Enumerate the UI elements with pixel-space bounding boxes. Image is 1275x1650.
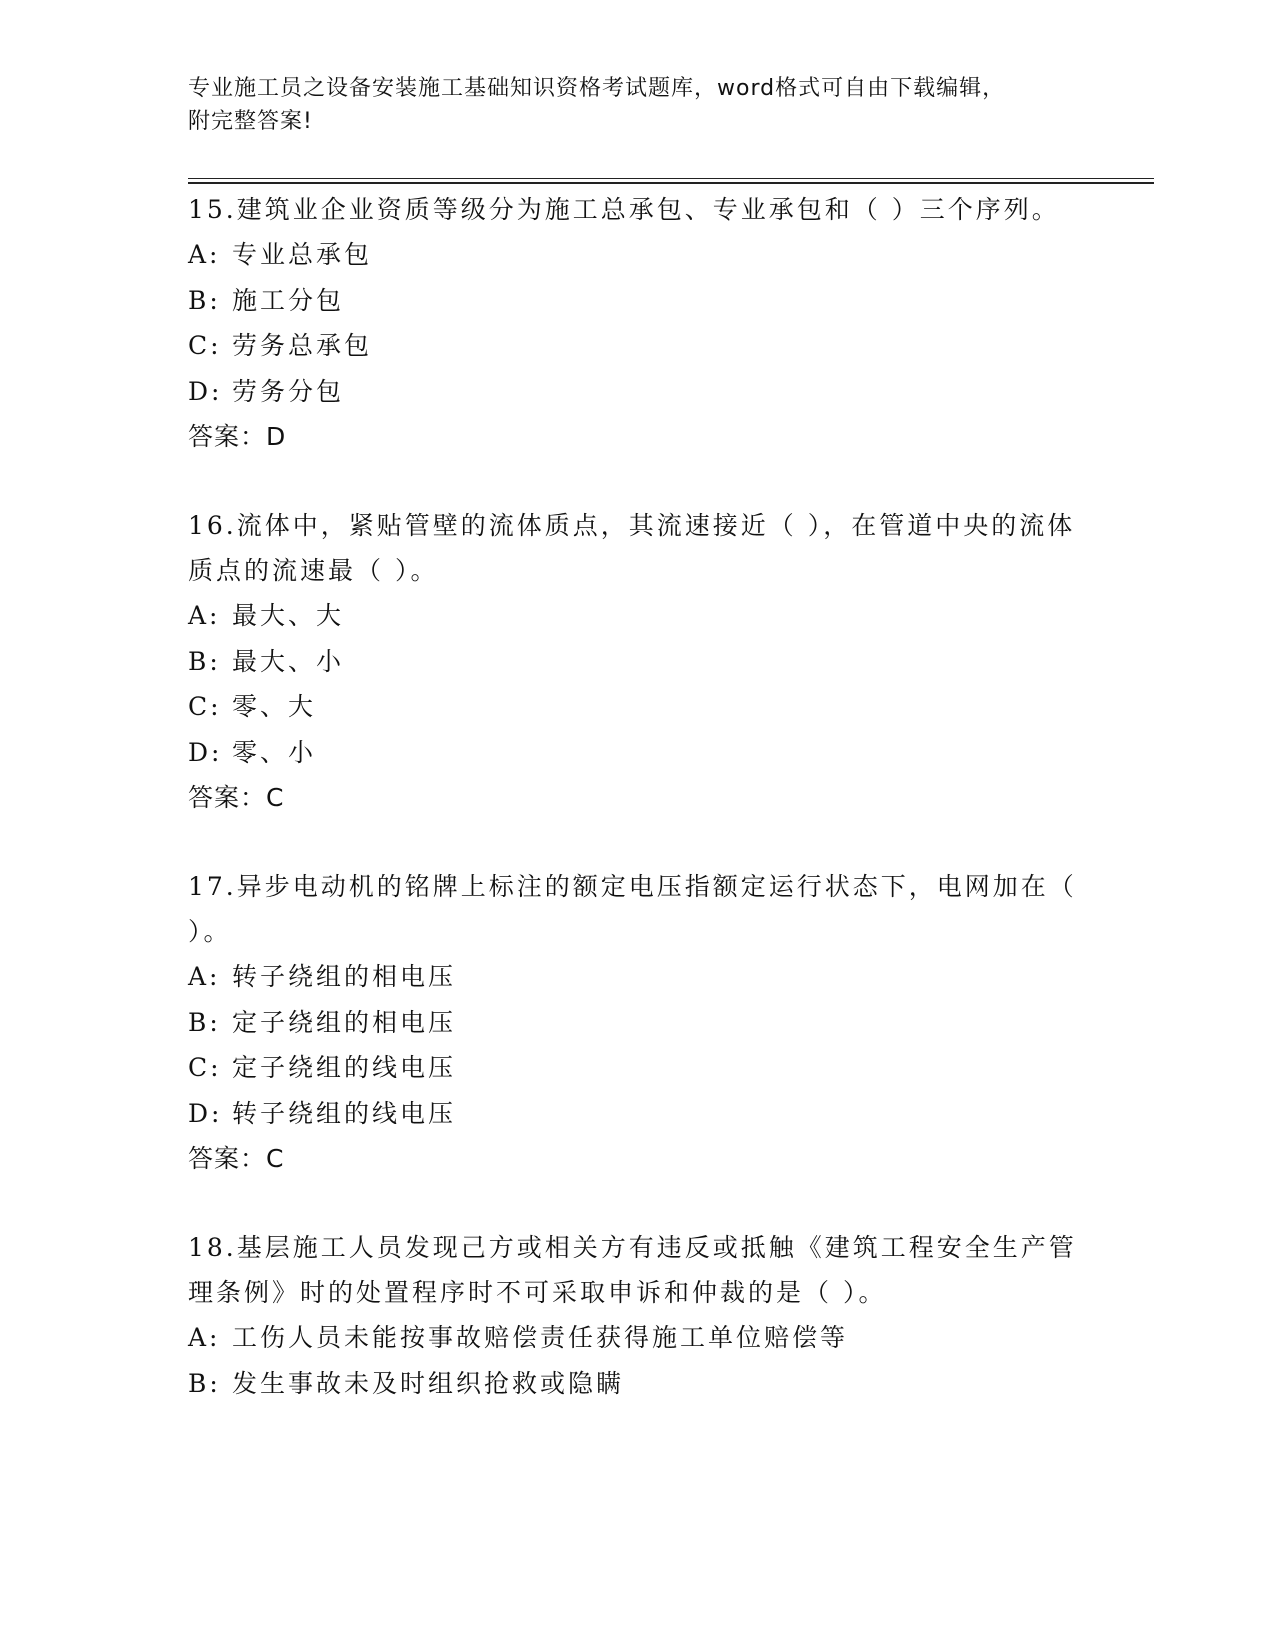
- option-key: D:: [188, 376, 223, 406]
- option-key: D:: [188, 737, 223, 767]
- option-b: [188, 1000, 1088, 1046]
- option-key: C:: [188, 692, 222, 721]
- document-header: [188, 72, 1058, 138]
- option-key: A:: [188, 240, 221, 269]
- option-text: 转子绕组的相电压: [232, 962, 457, 991]
- answer-line: 答案：C: [188, 783, 285, 812]
- question-stem: 18.基层施工人员发现己方或相关方有违反或抵触《建筑工程安全生产管理条例》时的处置程序时不可采取申诉和仲裁的是（ ）。: [188, 1233, 1077, 1307]
- option-key: A:: [188, 962, 221, 991]
- option-text: 劳务总承包: [232, 331, 373, 360]
- question-18: [188, 1225, 1088, 1406]
- option-d: [188, 1091, 1088, 1137]
- option-a: [188, 232, 1088, 278]
- option-b: [188, 278, 1088, 324]
- option-c: [188, 684, 1088, 730]
- option-key: A:: [188, 1323, 221, 1352]
- option-d: [188, 730, 1088, 776]
- option-b: [188, 639, 1088, 685]
- option-text: 专业总承包: [232, 240, 373, 269]
- option-a: [188, 1315, 1088, 1361]
- option-text: 零、小: [232, 737, 317, 767]
- option-text: 发生事故未及时组织抢救或隐瞒: [232, 1368, 625, 1398]
- question-15: [188, 187, 1088, 459]
- option-c: [188, 323, 1088, 369]
- option-c: [188, 1045, 1088, 1091]
- option-key: D:: [188, 1098, 223, 1128]
- option-a: [188, 593, 1088, 639]
- header-divider-thick: [188, 182, 1154, 184]
- question-16: [188, 503, 1088, 820]
- option-key: B:: [188, 1007, 221, 1037]
- option-text: 定子绕组的相电压: [232, 1007, 457, 1037]
- question-list: [188, 187, 1088, 1406]
- option-key: C:: [188, 331, 222, 360]
- option-b: [188, 1361, 1088, 1407]
- header-divider-thin: [188, 178, 1154, 179]
- option-text: 转子绕组的线电压: [232, 1098, 457, 1128]
- header-line-2: 附完整答案!: [188, 109, 313, 134]
- option-key: B:: [188, 1368, 221, 1398]
- option-text: 劳务分包: [232, 376, 345, 406]
- option-key: A:: [188, 601, 221, 630]
- question-stem: 15.建筑业企业资质等级分为施工总承包、专业承包和（ ）三个序列。: [188, 195, 1060, 224]
- option-d: [188, 369, 1088, 415]
- option-text: 零、大: [232, 692, 317, 721]
- option-a: [188, 954, 1088, 1000]
- option-key: B:: [188, 646, 221, 676]
- answer-line: 答案：C: [188, 1144, 285, 1173]
- option-key: C:: [188, 1053, 222, 1082]
- option-text: 最大、小: [232, 646, 345, 676]
- question-17: [188, 864, 1088, 1181]
- answer-line: 答案：D: [188, 422, 287, 451]
- header-line-1: 专业施工员之设备安装施工基础知识资格考试题库，word格式可自由下载编辑，: [188, 76, 1006, 101]
- question-stem: 16.流体中，紧贴管壁的流体质点，其流速接近（ ），在管道中央的流体质点的流速最（ ）。: [188, 511, 1076, 585]
- option-text: 施工分包: [232, 285, 345, 315]
- option-key: B:: [188, 285, 221, 315]
- option-text: 工伤人员未能按事故赔偿责任获得施工单位赔偿等: [232, 1323, 849, 1352]
- option-text: 定子绕组的线电压: [232, 1053, 457, 1082]
- option-text: 最大、大: [232, 601, 345, 630]
- question-stem: 17.异步电动机的铭牌上标注的额定电压指额定运行状态下，电网加在（ ）。: [188, 872, 1077, 946]
